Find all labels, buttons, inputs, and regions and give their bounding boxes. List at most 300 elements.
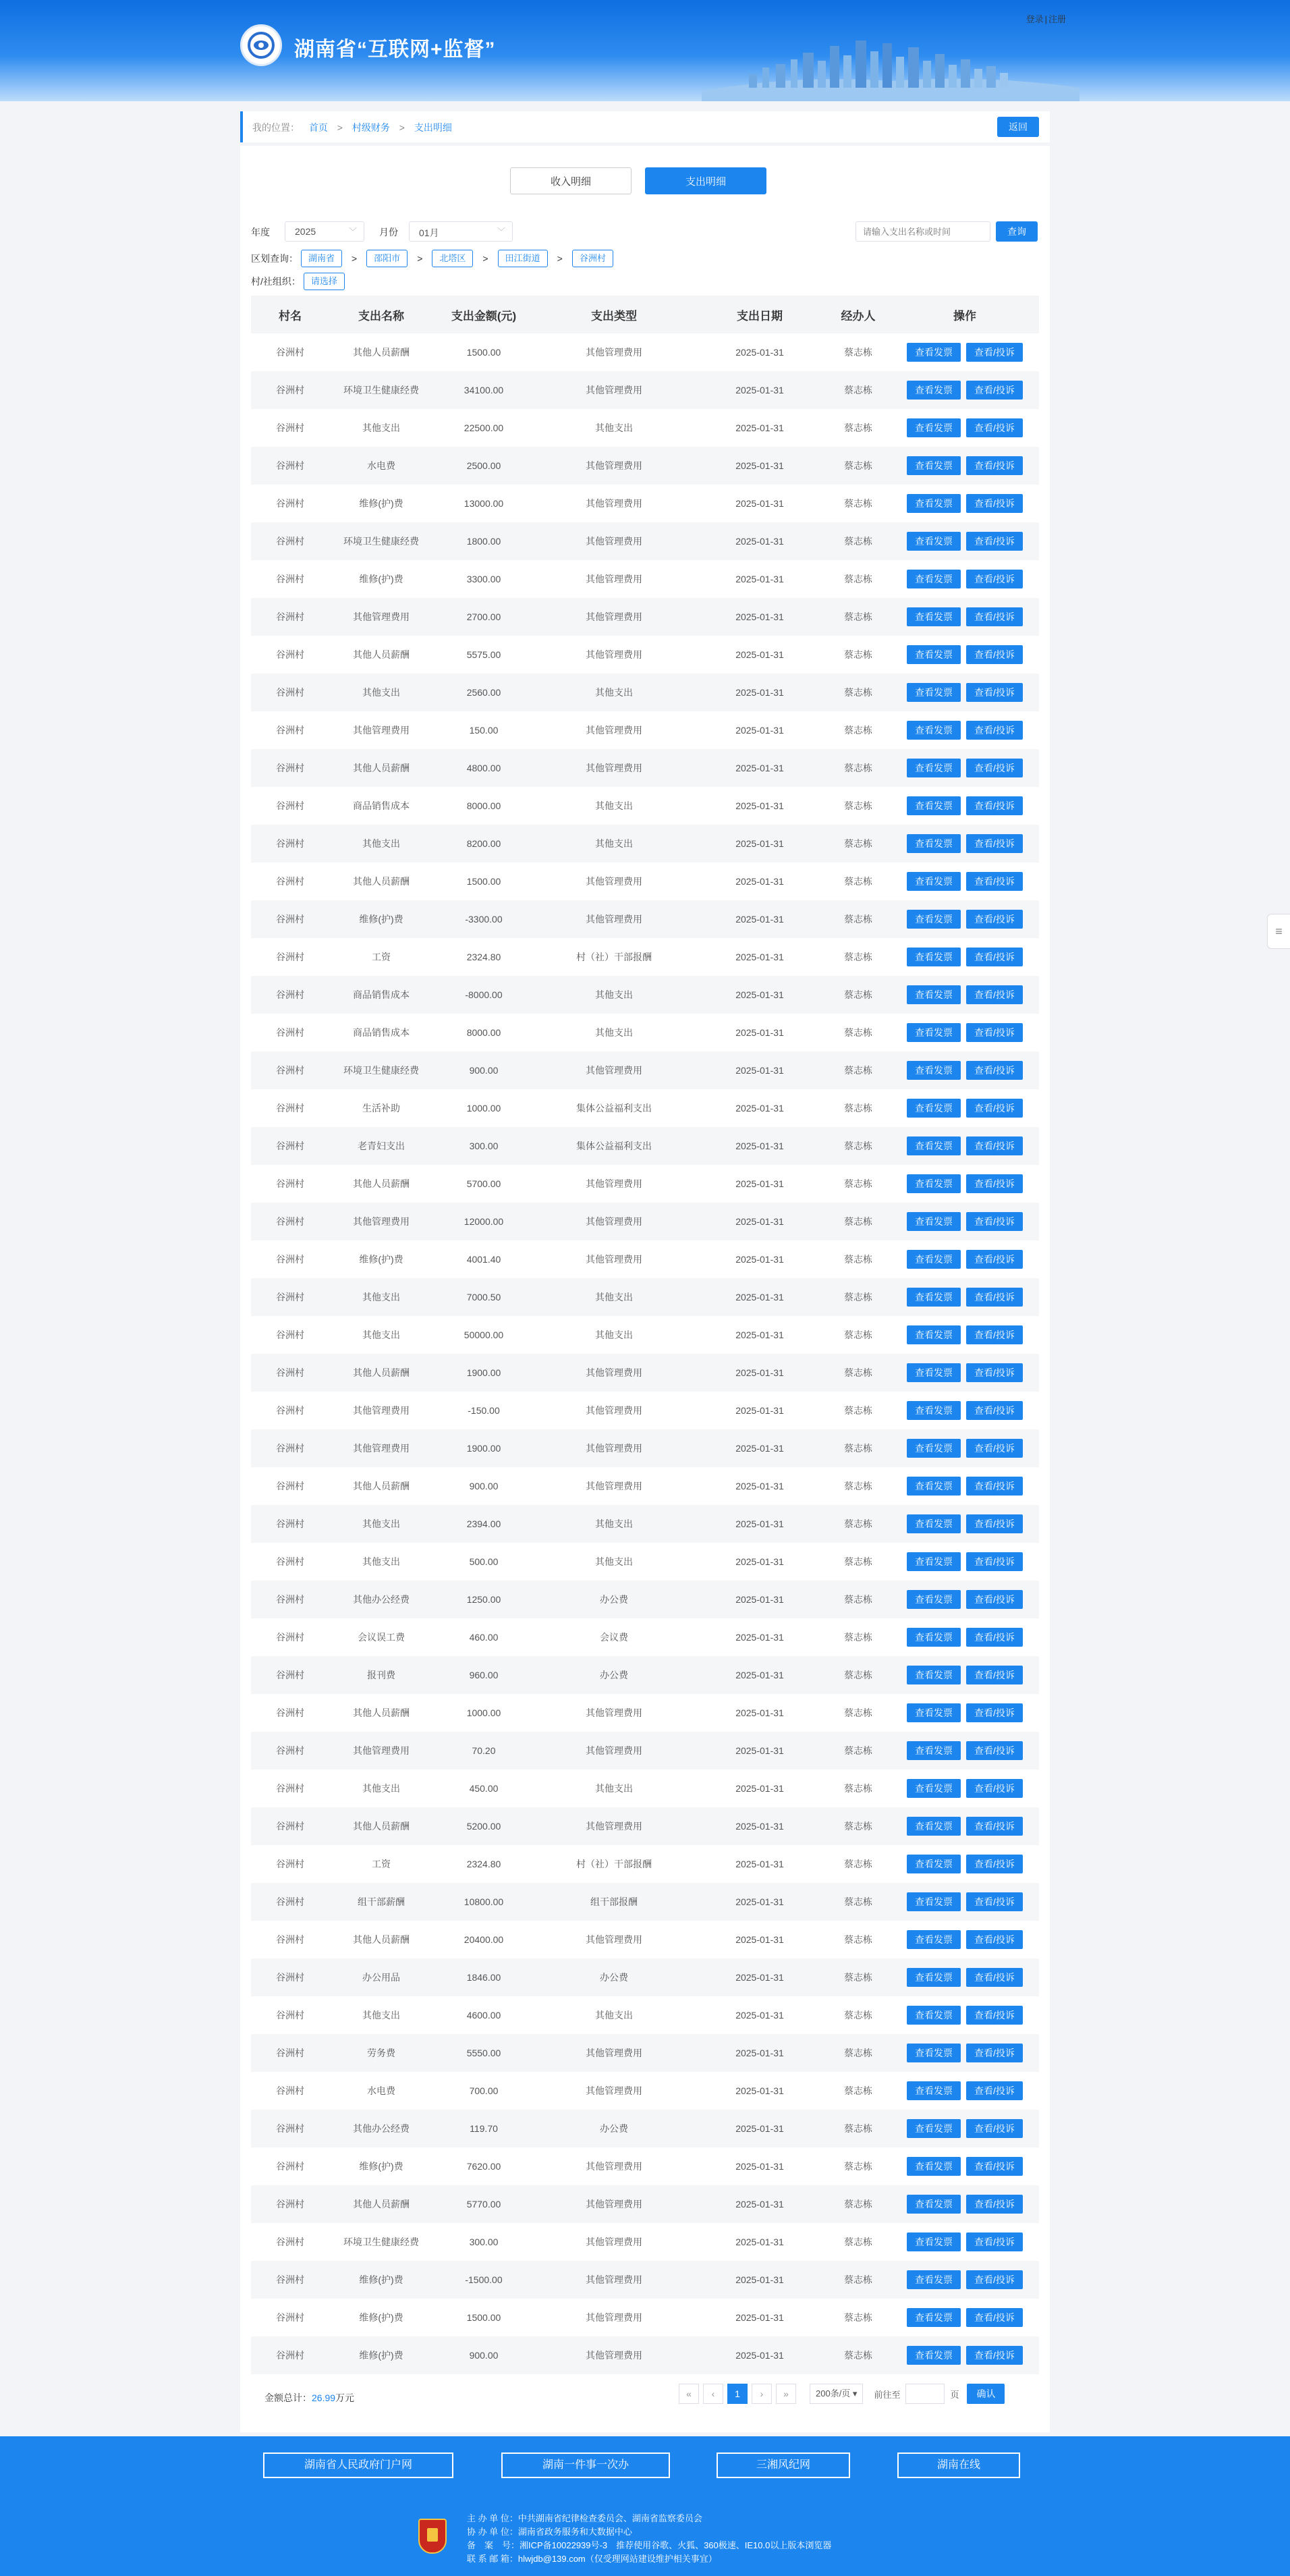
cell-actions bbox=[891, 1505, 1039, 1543]
tab-expense-detail[interactable]: 支出明细 bbox=[645, 167, 766, 194]
view-invoice-button[interactable]: 查看发票 bbox=[907, 418, 961, 437]
view-invoice-button[interactable]: 查看发票 bbox=[907, 1023, 961, 1042]
cell-date: 2025-01-31 bbox=[694, 1656, 826, 1694]
cell-actions bbox=[891, 1278, 1039, 1316]
view-invoice-button[interactable]: 查看发票 bbox=[907, 1061, 961, 1080]
cell-expense-name: 维修(护)费 bbox=[359, 2312, 403, 2323]
view-complaint-button[interactable]: 查看/投诉 bbox=[966, 834, 1023, 853]
view-complaint-button[interactable]: 查看/投诉 bbox=[966, 1212, 1023, 1231]
cell-type: 集体公益福利支出 bbox=[534, 1127, 694, 1165]
view-invoice-button[interactable]: 查看发票 bbox=[907, 532, 961, 551]
cell-actions bbox=[891, 976, 1039, 1014]
cell-amount: -8000.00 bbox=[433, 976, 534, 1014]
view-complaint-button[interactable]: 查看/投诉 bbox=[966, 2006, 1023, 2025]
view-complaint-button[interactable]: 查看/投诉 bbox=[966, 1741, 1023, 1760]
cell-amount: 1000.00 bbox=[466, 1707, 501, 1718]
cell-date: 2025-01-31 bbox=[694, 447, 826, 485]
cell-type: 其他管理费用 bbox=[586, 1254, 642, 1265]
cell-expense-name: 环境卫生健康经费 bbox=[329, 1051, 433, 1089]
view-invoice-button[interactable]: 查看发票 bbox=[907, 1325, 961, 1344]
site-title: 湖南省“互联网+监督” bbox=[294, 38, 496, 61]
cell-village: 谷洲村 bbox=[251, 447, 329, 485]
view-complaint-button[interactable]: 查看/投诉 bbox=[966, 683, 1023, 702]
cell-actions bbox=[891, 1316, 1039, 1354]
view-invoice-button[interactable]: 查看发票 bbox=[907, 1703, 961, 1722]
search-input[interactable] bbox=[856, 221, 990, 242]
view-complaint-button[interactable]: 查看/投诉 bbox=[966, 456, 1023, 475]
cell-actions bbox=[891, 1392, 1039, 1429]
table-row bbox=[251, 1165, 1039, 1203]
cell-handler: 蔡志栋 bbox=[844, 1405, 872, 1416]
cell-actions bbox=[891, 1203, 1039, 1240]
view-invoice-button[interactable]: 查看发票 bbox=[907, 1136, 961, 1155]
view-invoice-button[interactable]: 查看发票 bbox=[907, 1401, 961, 1420]
org-select-chip[interactable]: 请选择 bbox=[304, 273, 345, 290]
view-complaint-button[interactable]: 查看/投诉 bbox=[966, 570, 1023, 588]
view-invoice-button[interactable]: 查看发票 bbox=[907, 1930, 961, 1949]
view-complaint-button[interactable]: 查看/投诉 bbox=[966, 1666, 1023, 1684]
party-badge-icon bbox=[418, 2519, 447, 2554]
cell-expense-name: 维修(护)费 bbox=[359, 498, 403, 509]
cell-date: 2025-01-31 bbox=[735, 2237, 784, 2247]
view-invoice-button[interactable]: 查看发票 bbox=[907, 456, 961, 475]
cell-type: 其他管理费用 bbox=[534, 1807, 694, 1845]
cell-actions bbox=[891, 1543, 1039, 1581]
cell-amount: 1500.00 bbox=[466, 347, 501, 358]
last-page-button[interactable]: » bbox=[776, 2384, 796, 2404]
view-complaint-button[interactable]: 查看/投诉 bbox=[966, 1325, 1023, 1344]
cell-date: 2025-01-31 bbox=[735, 422, 784, 433]
cell-expense-name: 维修(护)费 bbox=[329, 2336, 433, 2374]
view-complaint-button[interactable]: 查看/投诉 bbox=[966, 1703, 1023, 1722]
breadcrumb-expense-detail[interactable]: 支出明细 bbox=[414, 122, 452, 133]
cell-handler: 蔡志栋 bbox=[826, 1732, 891, 1770]
view-invoice-button[interactable]: 查看发票 bbox=[907, 343, 961, 362]
breadcrumb-separator: > bbox=[399, 122, 405, 133]
view-invoice-button[interactable]: 查看发票 bbox=[907, 1477, 961, 1496]
view-complaint-button[interactable]: 查看/投诉 bbox=[966, 645, 1023, 664]
view-invoice-button[interactable]: 查看发票 bbox=[907, 1590, 961, 1609]
goto-page-input[interactable] bbox=[905, 2384, 945, 2404]
cell-date: 2025-01-31 bbox=[735, 952, 784, 962]
footer-link-one-thing[interactable]: 湖南一件事一次办 bbox=[501, 2452, 670, 2478]
cell-date: 2025-01-31 bbox=[694, 1505, 826, 1543]
cell-expense-name: 其他管理费用 bbox=[353, 1405, 410, 1416]
view-invoice-button[interactable]: 查看发票 bbox=[907, 1363, 961, 1382]
cell-expense-name: 其他支出 bbox=[329, 1278, 433, 1316]
view-invoice-button[interactable]: 查看发票 bbox=[907, 1628, 961, 1647]
cell-date: 2025-01-31 bbox=[694, 1732, 826, 1770]
col-village: 村名 bbox=[251, 296, 329, 333]
cell-type: 其他管理费用 bbox=[534, 1354, 694, 1392]
table-row bbox=[251, 2034, 1039, 2072]
cell-handler: 蔡志栋 bbox=[844, 1556, 872, 1567]
cell-type: 办公费 bbox=[534, 2110, 694, 2147]
view-complaint-button[interactable]: 查看/投诉 bbox=[966, 494, 1023, 513]
first-page-button[interactable]: « bbox=[679, 2384, 699, 2404]
cell-expense-name: 其他人员薪酬 bbox=[329, 749, 433, 787]
view-invoice-button[interactable]: 查看发票 bbox=[907, 834, 961, 853]
breadcrumb-home[interactable]: 首页 bbox=[308, 122, 328, 133]
cell-village: 谷洲村 bbox=[251, 976, 329, 1014]
table-row bbox=[251, 1694, 1039, 1732]
table-row bbox=[251, 976, 1039, 1014]
cell-date: 2025-01-31 bbox=[694, 1958, 826, 1996]
region-filter bbox=[251, 250, 616, 267]
view-complaint-button[interactable]: 查看/投诉 bbox=[966, 2308, 1023, 2327]
cell-amount: 8000.00 bbox=[466, 800, 501, 811]
cell-expense-name: 水电费 bbox=[329, 447, 433, 485]
view-complaint-button[interactable]: 查看/投诉 bbox=[966, 2232, 1023, 2251]
page-1-button[interactable]: 1 bbox=[727, 2384, 748, 2404]
view-invoice-button[interactable]: 查看发票 bbox=[907, 645, 961, 664]
view-invoice-button[interactable]: 查看发票 bbox=[907, 948, 961, 966]
cell-type: 其他管理费用 bbox=[534, 2034, 694, 2072]
view-invoice-button[interactable]: 查看发票 bbox=[907, 2308, 961, 2327]
view-complaint-button[interactable]: 查看/投诉 bbox=[966, 2119, 1023, 2138]
view-invoice-button[interactable]: 查看发票 bbox=[907, 872, 961, 891]
table-row bbox=[251, 2072, 1039, 2110]
table-row bbox=[251, 1543, 1039, 1581]
table-row bbox=[251, 2299, 1039, 2336]
view-complaint-button[interactable]: 查看/投诉 bbox=[966, 1892, 1023, 1911]
cell-amount: 50000.00 bbox=[464, 1330, 504, 1340]
view-complaint-button[interactable]: 查看/投诉 bbox=[966, 1855, 1023, 1873]
register-link[interactable]: 注册 bbox=[1048, 14, 1066, 24]
cell-expense-name: 其他人员薪酬 bbox=[329, 1807, 433, 1845]
view-complaint-button[interactable]: 查看/投诉 bbox=[966, 1477, 1023, 1496]
view-invoice-button[interactable]: 查看发票 bbox=[907, 1288, 961, 1307]
view-complaint-button[interactable]: 查看/投诉 bbox=[966, 796, 1023, 815]
view-complaint-button[interactable]: 查看/投诉 bbox=[966, 1099, 1023, 1118]
cell-type: 其他管理费用 bbox=[586, 498, 642, 509]
cell-handler: 蔡志栋 bbox=[844, 876, 872, 887]
cell-village: 谷洲村 bbox=[276, 1405, 304, 1416]
cell-handler: 蔡志栋 bbox=[826, 976, 891, 1014]
region-chip-district[interactable]: 北塔区 bbox=[432, 250, 473, 267]
region-chip-street[interactable]: 田江街道 bbox=[498, 250, 548, 267]
view-complaint-button[interactable]: 查看/投诉 bbox=[966, 2044, 1023, 2062]
footer-link-gov-portal[interactable]: 湖南省人民政府门户网 bbox=[263, 2452, 453, 2478]
cell-amount: 22500.00 bbox=[464, 422, 504, 433]
cell-village: 谷洲村 bbox=[251, 2261, 329, 2299]
footer-link-sanxiang[interactable]: 三湘风纪网 bbox=[717, 2452, 850, 2478]
cell-expense-name: 其他人员薪酬 bbox=[353, 1481, 410, 1491]
cell-expense-name: 其他办公经费 bbox=[329, 1581, 433, 1618]
month-select[interactable] bbox=[409, 221, 513, 242]
table-row bbox=[251, 371, 1039, 409]
view-invoice-button[interactable]: 查看发票 bbox=[907, 2119, 961, 2138]
cell-actions bbox=[891, 2110, 1039, 2147]
page-size-select[interactable]: 200条/页 ▾ bbox=[810, 2384, 863, 2404]
cell-actions bbox=[891, 1467, 1039, 1505]
region-chip-village[interactable]: 谷洲村 bbox=[572, 250, 613, 267]
view-complaint-button[interactable]: 查看/投诉 bbox=[966, 872, 1023, 891]
view-complaint-button[interactable]: 查看/投诉 bbox=[966, 1930, 1023, 1949]
next-page-button[interactable]: › bbox=[752, 2384, 772, 2404]
view-invoice-button[interactable]: 查看发票 bbox=[907, 2081, 961, 2100]
cell-village: 谷洲村 bbox=[251, 1581, 329, 1618]
table-row bbox=[251, 409, 1039, 447]
view-invoice-button[interactable]: 查看发票 bbox=[907, 1439, 961, 1458]
search-button[interactable]: 查询 bbox=[996, 221, 1038, 242]
cell-date: 2025-01-31 bbox=[694, 598, 826, 636]
view-complaint-button[interactable]: 查看/投诉 bbox=[966, 2346, 1023, 2365]
cell-village: 谷洲村 bbox=[251, 1127, 329, 1165]
view-complaint-button[interactable]: 查看/投诉 bbox=[966, 1817, 1023, 1836]
year-label: 年度 bbox=[251, 227, 270, 238]
view-invoice-button[interactable]: 查看发票 bbox=[907, 494, 961, 513]
view-complaint-button[interactable]: 查看/投诉 bbox=[966, 2081, 1023, 2100]
view-complaint-button[interactable]: 查看/投诉 bbox=[966, 1061, 1023, 1080]
cell-village: 谷洲村 bbox=[251, 825, 329, 862]
cell-amount: 10800.00 bbox=[433, 1883, 534, 1921]
cell-expense-name: 其他管理费用 bbox=[353, 725, 410, 736]
cell-amount: 1250.00 bbox=[433, 1581, 534, 1618]
cell-expense-name: 维修(护)费 bbox=[329, 900, 433, 938]
cell-actions bbox=[891, 1770, 1039, 1807]
cell-type: 其他管理费用 bbox=[586, 2312, 642, 2323]
view-complaint-button[interactable]: 查看/投诉 bbox=[966, 721, 1023, 740]
view-invoice-button[interactable]: 查看发票 bbox=[907, 1968, 961, 1987]
view-invoice-button[interactable]: 查看发票 bbox=[907, 2270, 961, 2289]
cell-expense-name: 生活补助 bbox=[362, 1103, 400, 1114]
cell-actions bbox=[891, 1014, 1039, 1051]
cell-handler: 蔡志栋 bbox=[844, 2010, 872, 2021]
cell-actions bbox=[891, 749, 1039, 787]
cell-amount: -1500.00 bbox=[433, 2261, 534, 2299]
view-invoice-button[interactable]: 查看发票 bbox=[907, 1514, 961, 1533]
cell-date: 2025-01-31 bbox=[735, 649, 784, 660]
table-row bbox=[251, 938, 1039, 976]
cell-date: 2025-01-31 bbox=[735, 574, 784, 584]
view-complaint-button[interactable]: 查看/投诉 bbox=[966, 343, 1023, 362]
view-complaint-button[interactable]: 查看/投诉 bbox=[966, 1779, 1023, 1798]
cell-actions bbox=[891, 2034, 1039, 2072]
col-type: 支出类型 bbox=[534, 296, 694, 333]
cell-handler: 蔡志栋 bbox=[844, 574, 872, 584]
cell-date: 2025-01-31 bbox=[735, 725, 784, 736]
cell-handler: 蔡志栋 bbox=[844, 1027, 872, 1038]
cell-handler: 蔡志栋 bbox=[826, 1278, 891, 1316]
cell-handler: 蔡志栋 bbox=[844, 1934, 872, 1945]
amount-summary bbox=[264, 2391, 354, 2405]
view-invoice-button[interactable]: 查看发票 bbox=[907, 1174, 961, 1193]
view-invoice-button[interactable]: 查看发票 bbox=[907, 985, 961, 1004]
region-separator: > bbox=[417, 253, 423, 264]
cell-type: 其他管理费用 bbox=[586, 876, 642, 887]
view-invoice-button[interactable]: 查看发票 bbox=[907, 2232, 961, 2251]
view-complaint-button[interactable]: 查看/投诉 bbox=[966, 985, 1023, 1004]
cell-date: 2025-01-31 bbox=[694, 900, 826, 938]
table-row bbox=[251, 787, 1039, 825]
cell-handler: 蔡志栋 bbox=[844, 422, 872, 433]
view-complaint-button[interactable]: 查看/投诉 bbox=[966, 1288, 1023, 1307]
view-complaint-button[interactable]: 查看/投诉 bbox=[966, 948, 1023, 966]
view-complaint-button[interactable]: 查看/投诉 bbox=[966, 418, 1023, 437]
cell-type: 其他管理费用 bbox=[586, 1481, 642, 1491]
view-invoice-button[interactable]: 查看发票 bbox=[907, 1855, 961, 1873]
cell-village: 谷洲村 bbox=[251, 1505, 329, 1543]
view-invoice-button[interactable]: 查看发票 bbox=[907, 2044, 961, 2062]
cell-handler: 蔡志栋 bbox=[826, 1656, 891, 1694]
cell-amount: 900.00 bbox=[433, 2336, 534, 2374]
region-chip-province[interactable]: 湖南省 bbox=[301, 250, 342, 267]
view-invoice-button[interactable]: 查看发票 bbox=[907, 1892, 961, 1911]
cell-village: 谷洲村 bbox=[276, 649, 304, 660]
cell-expense-name: 其他支出 bbox=[362, 1556, 400, 1567]
cell-actions bbox=[891, 1429, 1039, 1467]
year-select[interactable] bbox=[285, 221, 364, 242]
cell-expense-name: 工资 bbox=[372, 952, 391, 962]
view-invoice-button[interactable]: 查看发票 bbox=[907, 1212, 961, 1231]
view-invoice-button[interactable]: 查看发票 bbox=[907, 381, 961, 400]
view-invoice-button[interactable]: 查看发票 bbox=[907, 2195, 961, 2214]
table-row bbox=[251, 636, 1039, 674]
cell-village: 谷洲村 bbox=[251, 598, 329, 636]
cell-date: 2025-01-31 bbox=[694, 1807, 826, 1845]
footer-icp: 备 案 号：湘ICP备10022939号-3 推荐使用谷歌、火狐、360极速、IE10.0以上版本浏览器 bbox=[467, 2540, 832, 2550]
view-complaint-button[interactable]: 查看/投诉 bbox=[966, 1401, 1023, 1420]
cell-type: 办公费 bbox=[534, 1958, 694, 1996]
cell-amount: 500.00 bbox=[469, 1556, 499, 1567]
cell-actions bbox=[891, 522, 1039, 560]
view-complaint-button[interactable]: 查看/投诉 bbox=[966, 532, 1023, 551]
cell-type: 其他支出 bbox=[595, 1783, 633, 1794]
view-invoice-button[interactable]: 查看发票 bbox=[907, 570, 961, 588]
cell-village: 谷洲村 bbox=[276, 1934, 304, 1945]
cell-actions bbox=[891, 674, 1039, 711]
view-complaint-button[interactable]: 查看/投诉 bbox=[966, 1136, 1023, 1155]
view-complaint-button[interactable]: 查看/投诉 bbox=[966, 1023, 1023, 1042]
view-complaint-button[interactable]: 查看/投诉 bbox=[966, 1552, 1023, 1571]
cell-expense-name: 其他人员薪酬 bbox=[329, 2185, 433, 2223]
cell-handler: 蔡志栋 bbox=[826, 522, 891, 560]
view-invoice-button[interactable]: 查看发票 bbox=[907, 759, 961, 777]
cell-amount: 20400.00 bbox=[464, 1934, 504, 1945]
cell-type: 会议费 bbox=[600, 1632, 628, 1643]
cell-handler: 蔡志栋 bbox=[826, 749, 891, 787]
view-invoice-button[interactable]: 查看发票 bbox=[907, 607, 961, 626]
cell-date: 2025-01-31 bbox=[735, 2010, 784, 2021]
cell-type: 其他管理费用 bbox=[534, 598, 694, 636]
view-complaint-button[interactable]: 查看/投诉 bbox=[966, 1174, 1023, 1193]
cell-amount: 4600.00 bbox=[466, 2010, 501, 2021]
cell-handler: 蔡志栋 bbox=[844, 2161, 872, 2172]
cell-amount: 8200.00 bbox=[433, 825, 534, 862]
view-invoice-button[interactable]: 查看发票 bbox=[907, 1666, 961, 1684]
view-invoice-button[interactable]: 查看发票 bbox=[907, 2157, 961, 2176]
cell-actions bbox=[891, 636, 1039, 674]
cell-expense-name: 其他人员薪酬 bbox=[353, 1707, 410, 1718]
view-invoice-button[interactable]: 查看发票 bbox=[907, 2006, 961, 2025]
view-invoice-button[interactable]: 查看发票 bbox=[907, 1741, 961, 1760]
cell-date: 2025-01-31 bbox=[735, 1783, 784, 1794]
view-invoice-button[interactable]: 查看发票 bbox=[907, 910, 961, 929]
view-complaint-button[interactable]: 查看/投诉 bbox=[966, 1968, 1023, 1987]
cell-amount: 2700.00 bbox=[433, 598, 534, 636]
cell-actions bbox=[891, 2261, 1039, 2299]
cell-date: 2025-01-31 bbox=[694, 2110, 826, 2147]
cell-amount: 300.00 bbox=[433, 1127, 534, 1165]
footer-link-hunan-online[interactable]: 湖南在线 bbox=[897, 2452, 1020, 2478]
view-complaint-button[interactable]: 查看/投诉 bbox=[966, 1439, 1023, 1458]
cell-date: 2025-01-31 bbox=[694, 1429, 826, 1467]
goto-confirm-button[interactable]: 确认 bbox=[967, 2384, 1005, 2404]
cell-type: 其他管理费用 bbox=[586, 2085, 642, 2096]
cell-expense-name: 其他管理费用 bbox=[329, 1429, 433, 1467]
cell-village: 谷洲村 bbox=[251, 371, 329, 409]
view-complaint-button[interactable]: 查看/投诉 bbox=[966, 1250, 1023, 1269]
view-invoice-button[interactable]: 查看发票 bbox=[907, 1099, 961, 1118]
cell-type: 其他管理费用 bbox=[586, 1707, 642, 1718]
goto-label: 前往至 bbox=[874, 2389, 901, 2400]
view-invoice-button[interactable]: 查看发票 bbox=[907, 683, 961, 702]
cell-actions bbox=[891, 1127, 1039, 1165]
cell-amount: 34100.00 bbox=[433, 371, 534, 409]
cell-amount: 1800.00 bbox=[433, 522, 534, 560]
view-invoice-button[interactable]: 查看发票 bbox=[907, 1817, 961, 1836]
cell-type: 其他管理费用 bbox=[534, 1203, 694, 1240]
breadcrumb-separator: > bbox=[337, 122, 343, 133]
view-invoice-button[interactable]: 查看发票 bbox=[907, 1779, 961, 1798]
cell-expense-name: 水电费 bbox=[367, 2085, 395, 2096]
view-complaint-button[interactable]: 查看/投诉 bbox=[966, 1628, 1023, 1647]
view-invoice-button[interactable]: 查看发票 bbox=[907, 721, 961, 740]
cell-expense-name: 其他人员薪酬 bbox=[353, 1178, 410, 1189]
cell-village: 谷洲村 bbox=[251, 1807, 329, 1845]
cell-type: 其他支出 bbox=[534, 1505, 694, 1543]
cell-type: 其他管理费用 bbox=[586, 1934, 642, 1945]
view-complaint-button[interactable]: 查看/投诉 bbox=[966, 381, 1023, 400]
view-complaint-button[interactable]: 查看/投诉 bbox=[966, 759, 1023, 777]
cell-type: 其他管理费用 bbox=[586, 1178, 642, 1189]
prev-page-button[interactable]: ‹ bbox=[703, 2384, 723, 2404]
view-complaint-button[interactable]: 查看/投诉 bbox=[966, 2157, 1023, 2176]
cell-date: 2025-01-31 bbox=[694, 2034, 826, 2072]
cell-type: 其他管理费用 bbox=[534, 371, 694, 409]
view-invoice-button[interactable]: 查看发票 bbox=[907, 796, 961, 815]
cell-date: 2025-01-31 bbox=[694, 1354, 826, 1392]
view-complaint-button[interactable]: 查看/投诉 bbox=[966, 1514, 1023, 1533]
cell-expense-name: 其他支出 bbox=[329, 825, 433, 862]
view-complaint-button[interactable]: 查看/投诉 bbox=[966, 2195, 1023, 2214]
view-complaint-button[interactable]: 查看/投诉 bbox=[966, 1590, 1023, 1609]
cell-handler: 蔡志栋 bbox=[844, 725, 872, 736]
cell-handler: 蔡志栋 bbox=[826, 1883, 891, 1921]
view-invoice-button[interactable]: 查看发票 bbox=[907, 1552, 961, 1571]
cell-amount: 4001.40 bbox=[466, 1254, 501, 1265]
cell-village: 谷洲村 bbox=[276, 1556, 304, 1567]
table-row bbox=[251, 1807, 1039, 1845]
side-menu-tab[interactable] bbox=[1267, 914, 1290, 949]
region-chip-city[interactable]: 邵阳市 bbox=[366, 250, 408, 267]
table-row bbox=[251, 1089, 1039, 1127]
view-complaint-button[interactable]: 查看/投诉 bbox=[966, 910, 1023, 929]
view-invoice-button[interactable]: 查看发票 bbox=[907, 2346, 961, 2365]
login-link[interactable]: 登录 bbox=[1026, 14, 1044, 24]
tab-income-detail[interactable]: 收入明细 bbox=[510, 167, 632, 194]
view-invoice-button[interactable]: 查看发票 bbox=[907, 1250, 961, 1269]
view-complaint-button[interactable]: 查看/投诉 bbox=[966, 2270, 1023, 2289]
cell-expense-name: 其他人员薪酬 bbox=[353, 1934, 410, 1945]
back-button[interactable]: 返回 bbox=[997, 117, 1039, 137]
view-complaint-button[interactable]: 查看/投诉 bbox=[966, 1363, 1023, 1382]
cell-expense-name: 劳务费 bbox=[329, 2034, 433, 2072]
view-complaint-button[interactable]: 查看/投诉 bbox=[966, 607, 1023, 626]
breadcrumb-village-finance[interactable]: 村级财务 bbox=[352, 122, 390, 133]
cell-handler: 蔡志栋 bbox=[844, 800, 872, 811]
